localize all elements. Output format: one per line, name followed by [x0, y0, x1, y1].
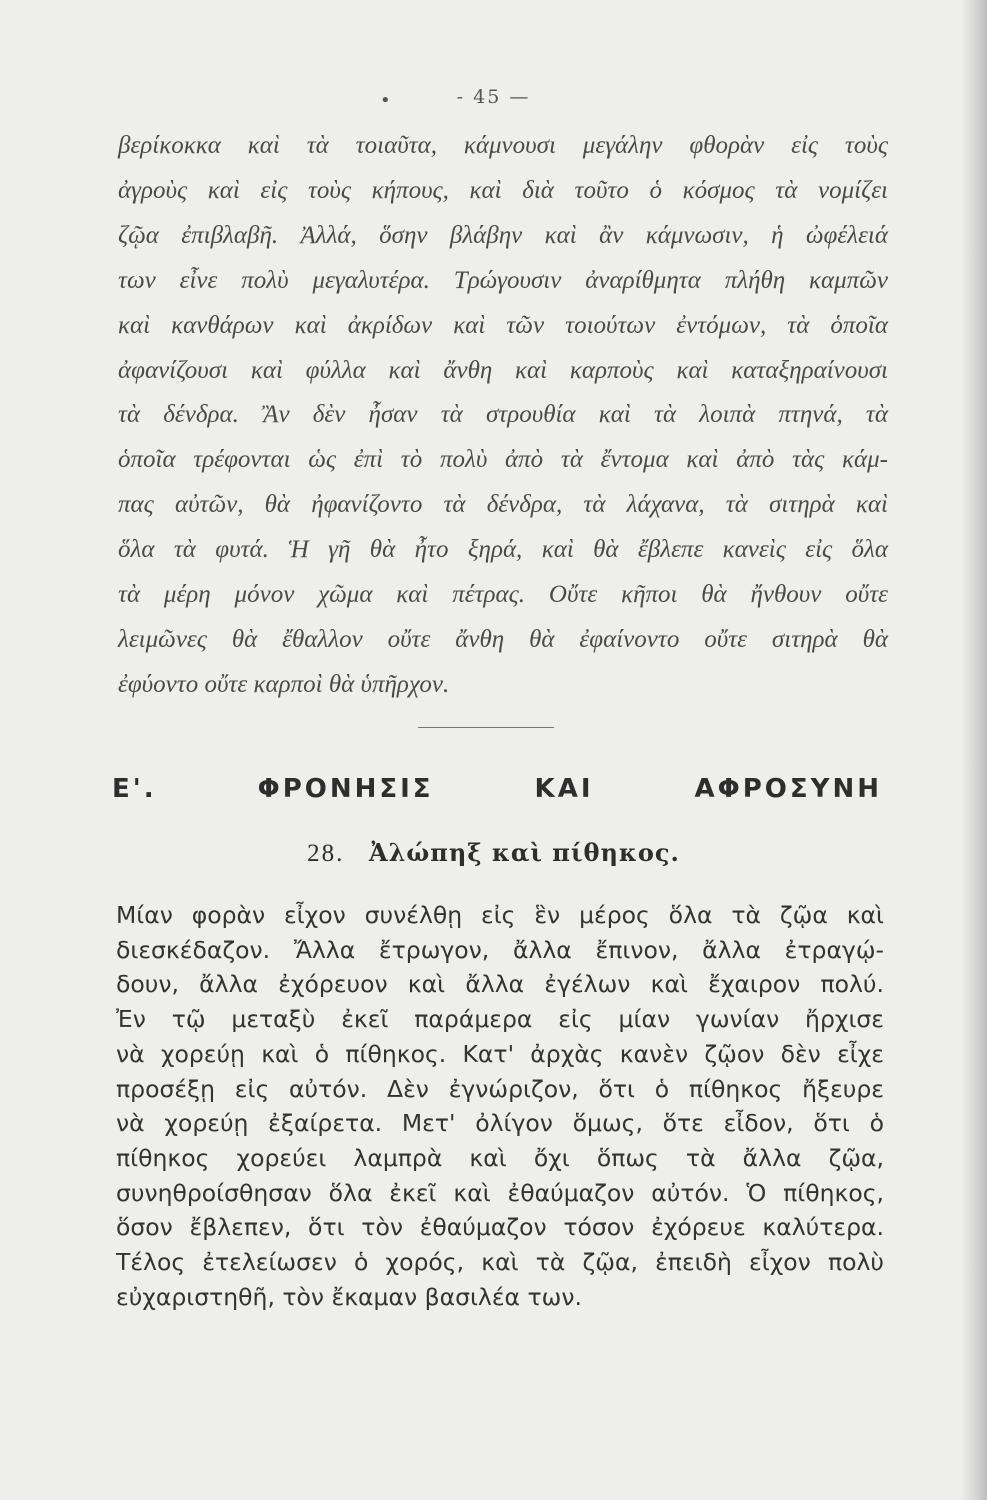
text-line: πίθηκος χορεύει λαμπρὰ καὶ ὄχι ὅπως τὰ ἄλλα ζῷα, [116, 1143, 884, 1172]
text-line: προσέξῃ εἰς αὐτόν. Δὲν ἐγνώριζον, ὅτι ὁ πίθηκος ἤξευρε [116, 1074, 884, 1103]
text-line: διεσκέδαζον. Ἄλλα ἔτρωγον, ἄλλα ἔπινον, ἄλλα ἐτραγῴ- [116, 935, 884, 964]
fable-body [116, 898, 884, 1314]
text-line: Ἐν τῷ μεταξὺ ἐκεῖ παράμερα εἰς μίαν γωνίαν ἤρχισε [116, 1005, 884, 1034]
text-line: νὰ χορεύῃ ἐξαίρετα. Μετ' ὀλίγον ὅμως, ὅτε εἶδον, ὅτι ὁ [116, 1109, 884, 1138]
text-line: ἐφύοντο οὔτε καρποὶ θὰ ὑπῆρχον. [118, 670, 450, 698]
section-divider [418, 727, 554, 728]
fable-number: 28. [307, 840, 345, 867]
text-line: ὁποῖα τρέφονται ὡς ἐπὶ τὸ πολὺ ἀπὸ τὰ ἔντομα καὶ ἀπὸ τὰς κάμ- [118, 446, 888, 474]
page-dot: • [380, 90, 391, 111]
text-line: δουν, ἄλλα ἐχόρευον καὶ ἄλλα ἐγέλων καὶ ἔχαιρον πολύ. [116, 970, 884, 999]
text-line: των εἶνε πολὺ μεγαλυτέρα. Τρώγουσιν ἀναρίθμητα πλήθη καμπῶν [118, 266, 888, 294]
text-line: Τέλος ἐτελείωσεν ὁ χορός, καὶ τὰ ζῷα, ἐπειδὴ εἶχον πολὺ [116, 1248, 884, 1277]
previous-story-text [118, 124, 888, 708]
text-line: ἀγροὺς καὶ εἰς τοὺς κήπους, καὶ διὰ τοῦτο ὁ κόσμος τὰ νομίζει [118, 176, 888, 204]
text-line: καὶ κανθάρων καὶ ἀκρίδων καὶ τῶν τοιούτων ἐντόμων, τὰ ὁποῖα [118, 311, 888, 339]
text-line: βερίκοκκα καὶ τὰ τοιαῦτα, κάμνουσι μεγάλην φθορὰν εἰς τοὺς [118, 132, 888, 159]
text-line: νὰ χορεύῃ καὶ ὁ πίθηκος. Κατ' ἀρχὰς κανὲν ζῷον δὲν εἶχε [116, 1039, 884, 1068]
text-line: ὅσον ἔβλεπεν, ὅτι τὸν ἐθαύμαζον τόσον ἐχόρευε καλύτερα. [116, 1213, 884, 1242]
page-number: - 45 — [456, 86, 531, 108]
text-line: τὰ δένδρα. Ἂν δὲν ἦσαν τὰ στρουθία καὶ τὰ λοιπὰ πτηνά, τὰ [118, 401, 888, 429]
fable-heading [0, 838, 987, 868]
text-line: ζῷα ἐπιβλαβῆ. Ἀλλά, ὅσην βλάβην καὶ ἂν κάμνωσιν, ἡ ὠφέλειά [118, 221, 888, 249]
text-line: συνηθροίσθησαν ὅλα ἐκεῖ καὶ ἐθαύμαζον αὐτόν. Ὁ πίθηκος, [116, 1178, 884, 1207]
page-edge-shadow [961, 0, 987, 1500]
text-line: λειμῶνες θὰ ἔθαλλον οὔτε ἄνθη θὰ ἐφαίνοντο οὔτε σιτηρὰ θὰ [118, 625, 888, 653]
text-line: τὰ μέρη μόνον χῶμα καὶ πέτρας. Οὔτε κῆποι θὰ ἤνθουν οὔτε [118, 581, 888, 609]
section-title: Ε'. ΦΡΟΝΗΣΙΣ ΚΑΙ ΑΦΡΟΣΥΝΗ [112, 774, 882, 804]
text-line: Μίαν φορὰν εἶχον συνέλθῃ εἰς ἓν μέρος ὅλα τὰ ζῷα καὶ [116, 901, 884, 929]
text-line: πας αὐτῶν, θὰ ἠφανίζοντο τὰ δένδρα, τὰ λάχανα, τὰ σιτηρὰ καὶ [118, 491, 888, 519]
text-line: ἀφανίζουσι καὶ φύλλα καὶ ἄνθη καὶ καρποὺς καὶ καταξηραίνουσι [118, 356, 888, 384]
fable-title: Ἀλώπηξ καὶ πίθηκος. [368, 838, 680, 867]
text-line: ὅλα τὰ φυτά. Ἡ γῆ θὰ ἦτο ξηρά, καὶ θὰ ἔβλεπε κανεὶς εἰς ὅλα [118, 536, 888, 564]
text-line: εὐχαριστηθῆ, τὸν ἔκαμαν βασιλέα των. [116, 1282, 582, 1311]
